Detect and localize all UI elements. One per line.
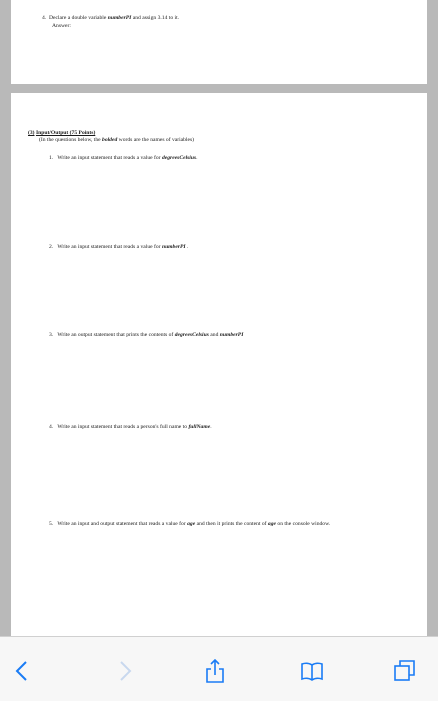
question-text: Write an output statement that prints the contents of bbox=[57, 332, 174, 338]
variable-name: degreesCelsius bbox=[174, 332, 209, 338]
variable-name: age bbox=[267, 521, 276, 527]
variable-name: numberPI bbox=[219, 332, 244, 338]
share-icon[interactable] bbox=[203, 659, 227, 683]
question-number: 2. bbox=[49, 244, 54, 250]
question-text: and bbox=[210, 332, 219, 338]
question-number: 1. bbox=[49, 155, 54, 161]
question-4 bbox=[49, 424, 212, 431]
subtitle-text: words are the names of variables) bbox=[118, 137, 195, 143]
question-text: and then it prints the content of bbox=[196, 521, 267, 527]
variable-name: fullName bbox=[188, 424, 211, 430]
question-4-declare bbox=[42, 15, 179, 22]
bookmarks-icon[interactable] bbox=[300, 659, 324, 683]
question-5 bbox=[49, 521, 403, 528]
browser-toolbar bbox=[0, 636, 438, 701]
question-number: 3. bbox=[49, 332, 54, 338]
section-number: (3) bbox=[28, 130, 35, 136]
subtitle-text: (In the questions below, the bbox=[39, 137, 101, 143]
question-text: Declare a double variable bbox=[49, 15, 107, 21]
back-icon[interactable] bbox=[11, 659, 35, 683]
variable-name: degreesCelsius bbox=[161, 155, 197, 161]
subtitle-bold: bolded bbox=[102, 137, 118, 143]
question-3 bbox=[49, 332, 243, 339]
section-subtitle bbox=[39, 137, 194, 144]
tabs-icon[interactable] bbox=[393, 659, 417, 683]
question-number: 5. bbox=[49, 521, 54, 527]
question-text: on the console window. bbox=[277, 521, 331, 527]
question-text: and assign 3.14 to it. bbox=[132, 15, 180, 21]
question-text: Write an input statement that reads a person's full name to bbox=[57, 424, 188, 430]
question-number: 4. bbox=[49, 424, 54, 430]
variable-name: numberPI bbox=[107, 15, 132, 21]
question-text: Write an input and output statement that reads a value for bbox=[57, 521, 186, 527]
variable-name: age bbox=[187, 521, 196, 527]
section-title: Input/Output (75 Points) bbox=[35, 130, 96, 136]
question-1 bbox=[49, 155, 198, 162]
section-heading bbox=[28, 130, 95, 137]
document-page-top bbox=[11, 0, 427, 84]
answer-label: Answer: bbox=[52, 23, 71, 29]
question-punct: . bbox=[186, 244, 189, 250]
question-number: 4. bbox=[42, 15, 47, 21]
forward-icon[interactable] bbox=[112, 659, 136, 683]
question-punct: . bbox=[210, 424, 212, 430]
question-text: Write an input statement that reads a value for bbox=[57, 155, 161, 161]
question-2 bbox=[49, 244, 188, 251]
variable-name: numberPI bbox=[161, 244, 186, 250]
question-punct: . bbox=[196, 155, 198, 161]
document-page-main bbox=[11, 93, 427, 636]
question-text: Write an input statement that reads a value for bbox=[57, 244, 161, 250]
